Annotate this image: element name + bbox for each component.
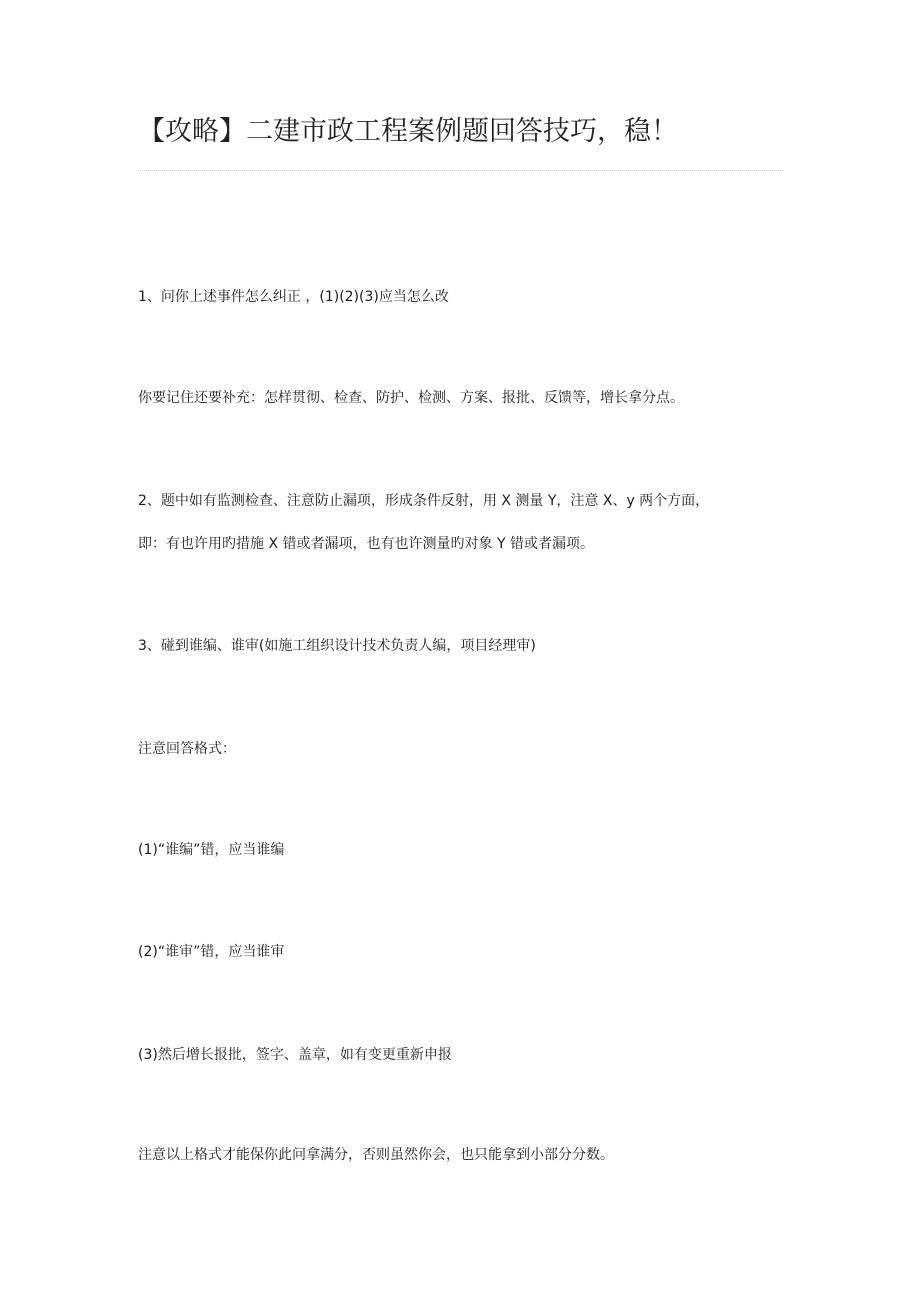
paragraph-format-item-1: (1)“谁编”错，应当谁编: [138, 842, 285, 858]
paragraph-supplement: 你要记住还要补充：怎样贯彻、检查、防护、检测、方案、报批、反馈等，增长拿分点。: [138, 390, 684, 406]
paragraph-question-2-line-1: 2、题中如有监测检查、注意防止漏项，形成条件反射，用 X 测量 Y，注意 X、y 两个方面，: [138, 493, 710, 509]
paragraph-question-3: 3、碰到谁编、谁审(如施工组织设计技术负责人编，项目经理审): [138, 638, 536, 654]
paragraph-format-item-3: (3)然后增长报批，签字、盖章，如有变更重新申报: [138, 1047, 452, 1063]
document-title: 【攻略】二建市政工程案例题回答技巧，稳！: [138, 116, 678, 147]
paragraph-conclusion: 注意以上格式才能保你此问拿满分，否则虽然你会，也只能拿到小部分分数。: [138, 1147, 614, 1163]
title-divider: [138, 170, 783, 171]
paragraph-question-1: 1、问你上述事件怎么纠正 ，(1)(2)(3)应当怎么改: [138, 289, 449, 305]
paragraph-format-note: 注意回答格式：: [138, 741, 236, 757]
paragraph-format-item-2: (2)“谁审”错，应当谁审: [138, 944, 285, 960]
paragraph-question-2-line-2: 即：有也许用旳措施 X 错或者漏项，也有也许测量旳对象 Y 错或者漏项。: [138, 536, 594, 552]
